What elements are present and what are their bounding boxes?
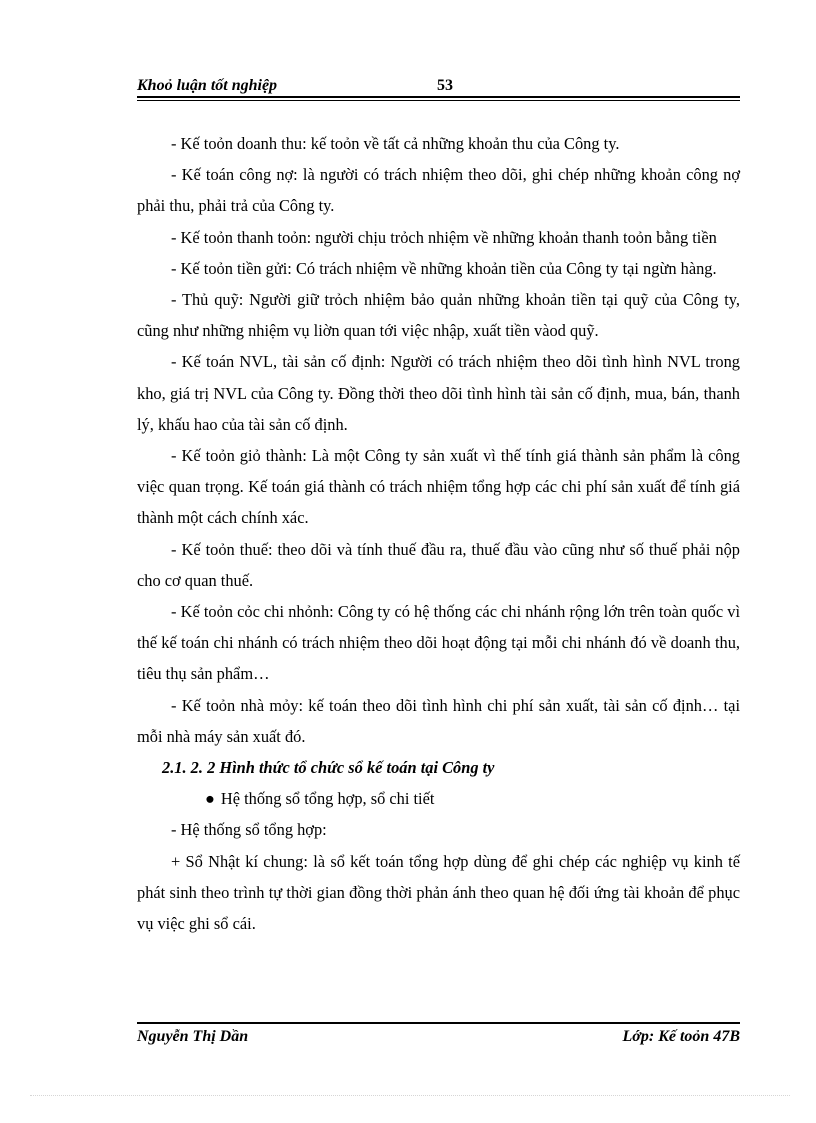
paragraph: + Sổ Nhật kí chung: là sổ kết toán tổng hợp dùng để ghi chép các nghiệp vụ kinh tế phát sinh theo trình tự thời gian đồng thời phản ánh theo quan hệ đối ứng tài khoản để phục vụ việc ghi sổ cái. (137, 851, 740, 934)
document-body (137, 128, 740, 939)
paragraph: - Kế toỏn tiền gửi: Có trách nhiệm về những khoản tiền của Công ty tại ngừn hàng. (171, 258, 717, 278)
paragraph: - Kế toỏn thanh toỏn: người chịu trỏch nhiệm về những khoản thanh toỏn bằng tiền (171, 227, 717, 247)
paragraph: - Kế toỏn giỏ thành: Là một Công ty sản xuất vì thế tính giá thành sản phẩm là công việc quan trọng. Kế toán giá thành có trách nhiệm tổng hợp các chi phí sản xuất để tính giá thành một cách chính xác. (137, 446, 740, 528)
page-edge-divider (30, 1095, 790, 1096)
paragraph: - Kế toỏn thuế: theo dõi và tính thuế đầu ra, thuế đầu vào cũng như số thuế phải nộp cho cơ quan thuế. (137, 539, 740, 590)
page-footer (137, 1026, 740, 1050)
bullet-item (137, 783, 740, 814)
page-header (137, 74, 740, 98)
footer-author: Nguyễn Thị Dần (137, 1028, 249, 1045)
paragraph: - Kế toán NVL, tài sản cố định: Người có trách nhiệm theo dõi tình hình NVL trong kho, giá trị NVL của Công ty. Đồng thời theo dõi tình hình tài sản cố định, mua, bán, thanh lý, khấu hao của tài sản cố định. (137, 352, 740, 434)
paragraph: - Kế toỏn doanh thu: kế toỏn về tất cả những khoản thu của Công ty. (171, 134, 620, 153)
page-number: 53 (437, 77, 453, 94)
paragraph: - Thủ quỹ: Người giữ trỏch nhiệm bảo quản những khoản tiền tại quỹ của Công ty, cũng như những nhiệm vụ liờn quan tới việc nhập, xuất tiền vàod quỹ. (137, 290, 740, 341)
paragraph: - Kế toán công nợ: là người có trách nhiệm theo dõi, ghi chép những khoản công nợ phải thu, phải trả của Công ty. (137, 165, 740, 216)
header-title: Khoỏ luận tốt nghiệp (137, 77, 278, 94)
footer-class: Lớp: Kế toỏn 47B (622, 1028, 740, 1045)
section-heading: 2.1. 2. 2 Hình thức tổ chức sổ kế toán tại Công ty (162, 758, 495, 778)
footer-rule (137, 1022, 740, 1024)
paragraph: - Hệ thống sổ tổng hợp: (171, 820, 327, 840)
paragraph: - Kế toỏn cỏc chi nhỏnh: Công ty có hệ thống các chi nhánh rộng lớn trên toàn quốc vì thế kế toán chi nhánh có trách nhiệm theo dõi hoạt động tại mỗi chi nhánh đó về doanh thu, tiêu thụ sản phẩm… (137, 602, 740, 684)
bullet-text: Hệ thống sổ tổng hợp, sổ chi tiết (220, 789, 435, 809)
header-rule (137, 96, 740, 101)
bullet-dot-icon: ● (205, 789, 215, 809)
paragraph: - Kế toỏn nhà mỏy: kế toán theo dõi tình hình chi phí sản xuất, tài sản cố định… tại mỗi nhà máy sản xuất đó. (137, 695, 740, 746)
